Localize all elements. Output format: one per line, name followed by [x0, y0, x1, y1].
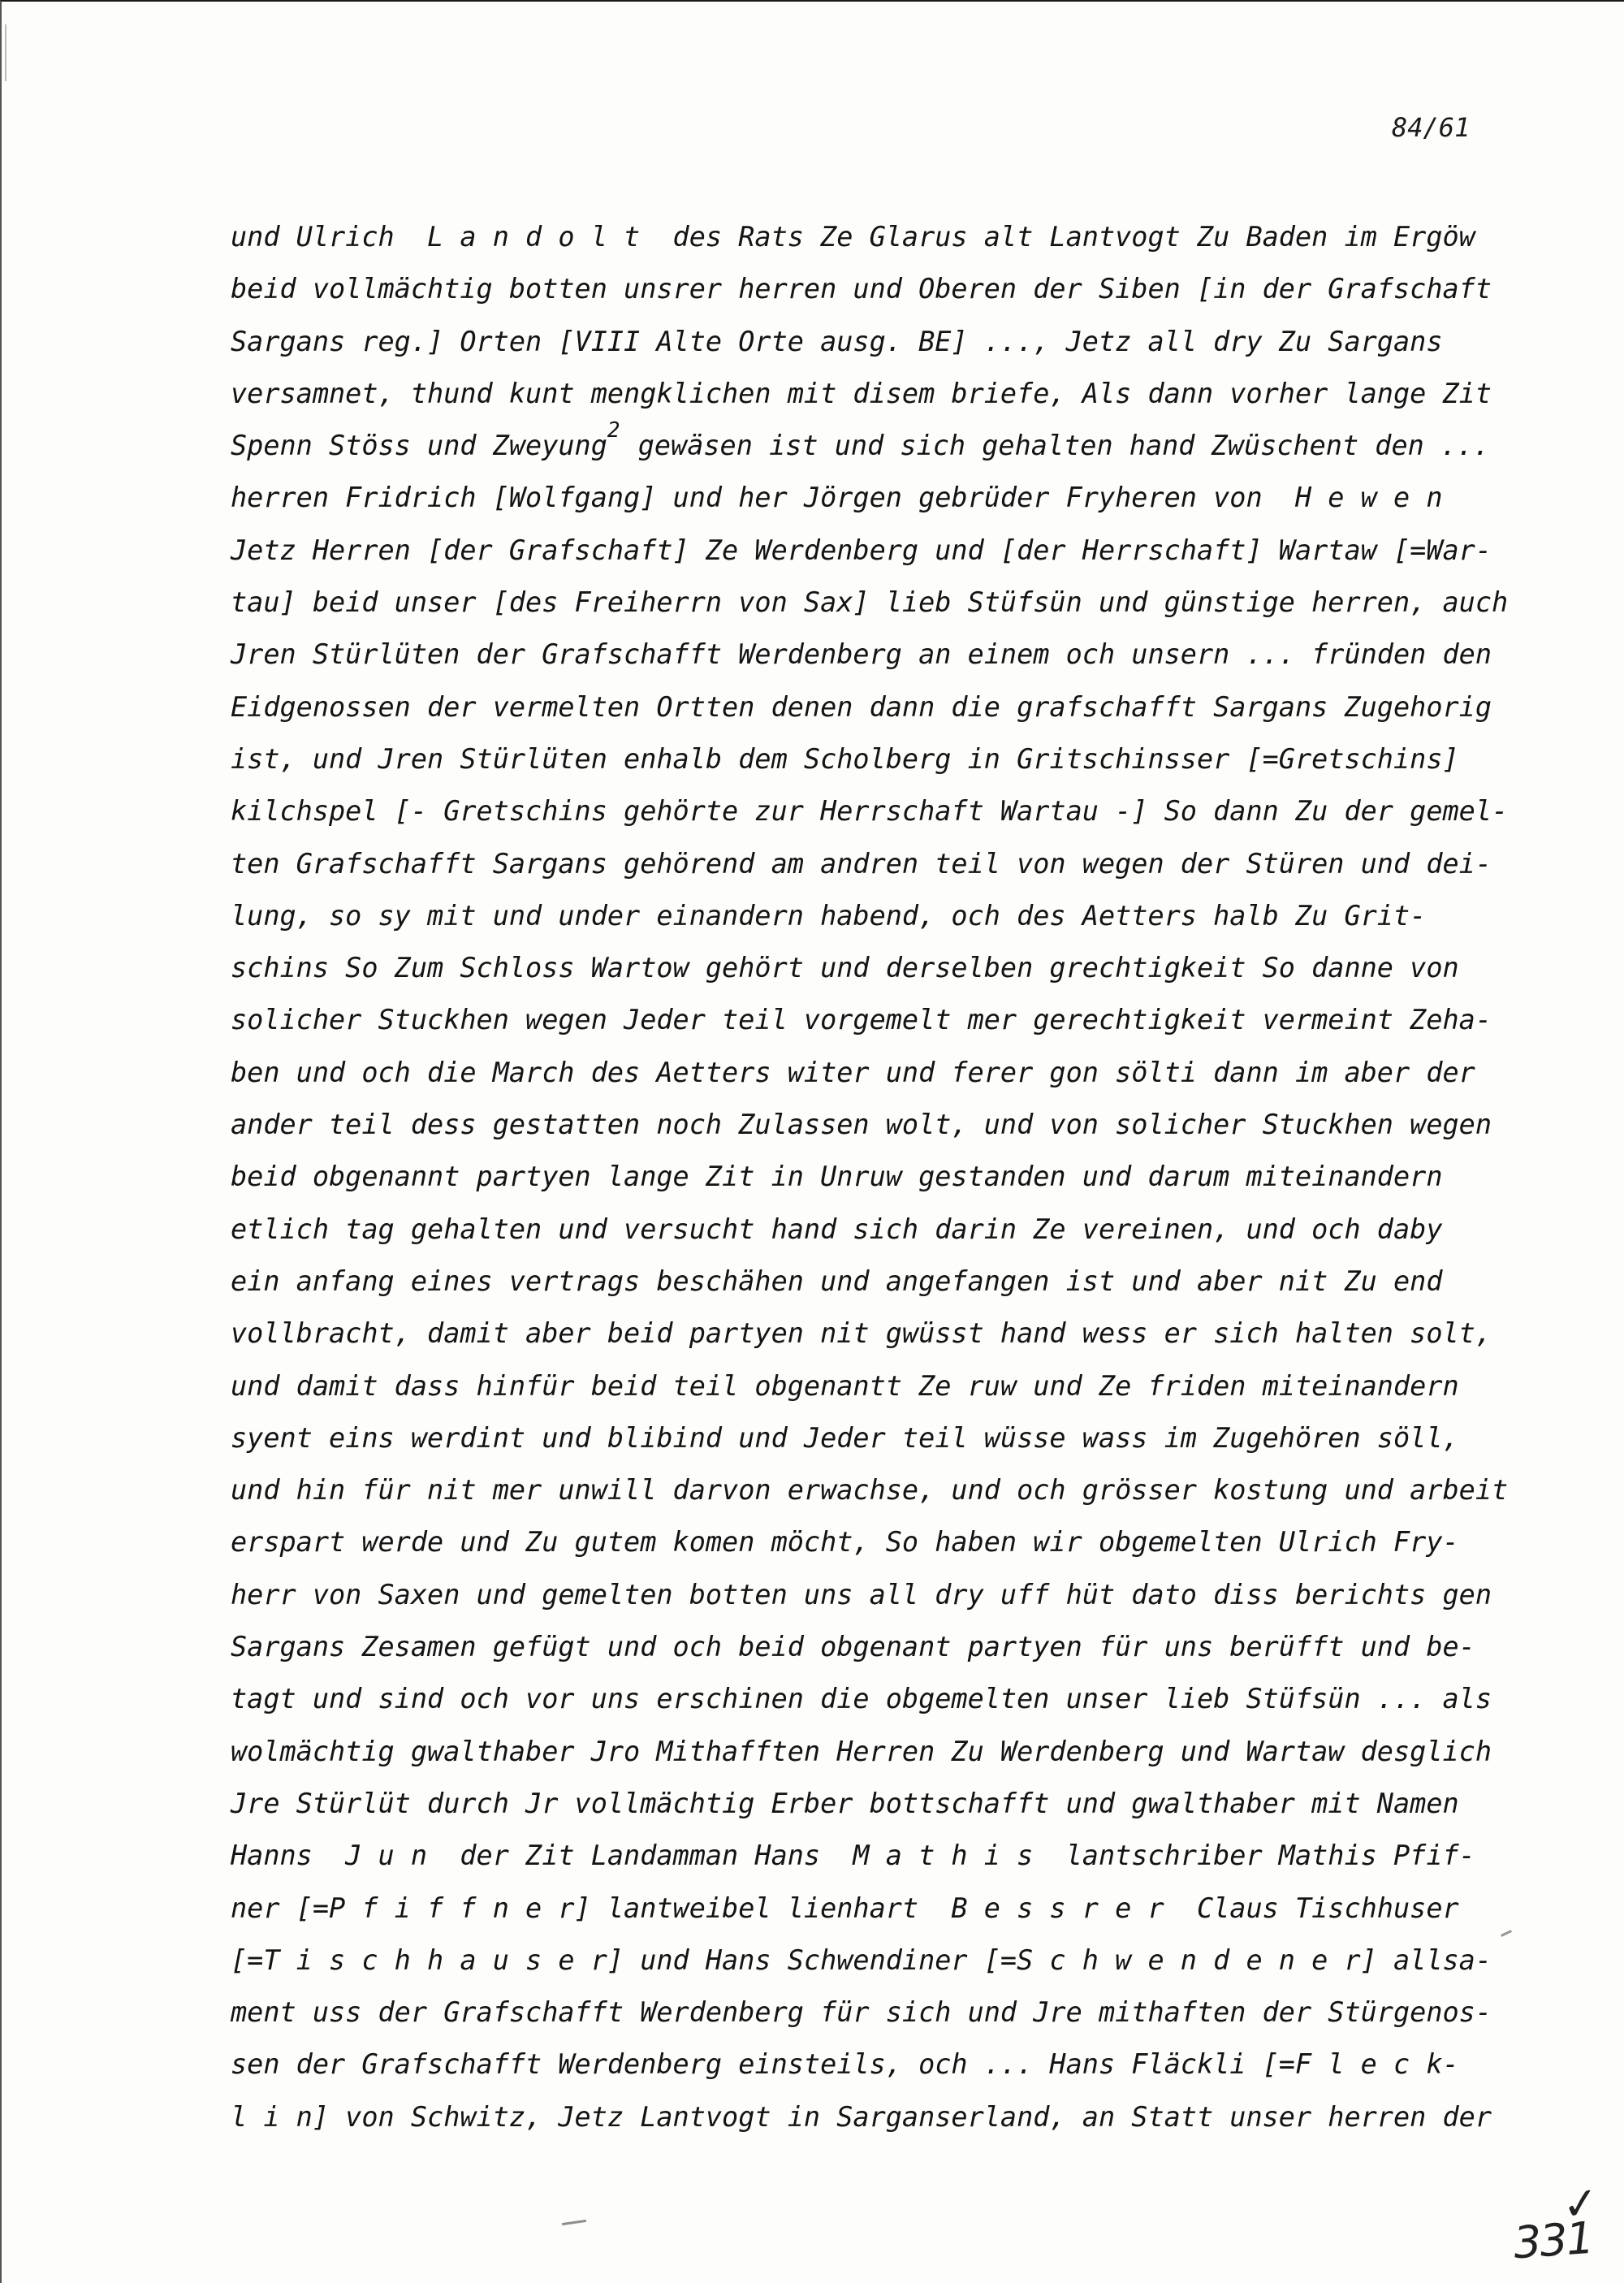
- text-line: l i n] von Schwitz, Jetz Lantvogt in Sarganserland, an Statt unser herren der: [231, 2100, 1492, 2133]
- text-line: schins So Zum Schloss Wartow gehört und derselben grechtigkeit So danne von: [231, 952, 1459, 984]
- text-line: erspart werde und Zu gutem komen möcht, So haben wir obgemelten Ulrich Fry-: [231, 1526, 1459, 1559]
- text-line: Jren Stürlüten der Grafschafft Werdenberg an einem och unsern ... fründen den: [231, 638, 1492, 671]
- text-line: ben und och die March des Aetters witer und ferer gon sölti dann im aber der: [231, 1056, 1475, 1088]
- handwritten-folio-number: 331: [1511, 2212, 1595, 2269]
- text-line: kilchspel [- Gretschins gehörte zur Herrschaft Wartau -] So dann Zu der gemel-: [231, 795, 1509, 828]
- text-line: lung, so sy mit und under einandern habend, och des Aetters halb Zu Grit-: [231, 899, 1427, 932]
- text-line: Hanns J u n der Zit Landamman Hans M a t h i s lantschriber Mathis Pfif-: [231, 1840, 1475, 1872]
- text-line: vollbracht, damit aber beid partyen nit gwüsst hand wess er sich halten solt,: [231, 1317, 1492, 1350]
- text-line: ist, und Jren Stürlüten enhalb dem Scholberg in Gritschinsser [=Gretschins]: [231, 742, 1459, 775]
- text-line: Jre Stürlüt durch Jr vollmächtig Erber bottschafft und gwalthaber mit Namen: [231, 1787, 1459, 1819]
- text-line: herr von Saxen und gemelten botten uns all dry uff hüt dato diss berichts gen: [231, 1578, 1492, 1611]
- text-line: und damit dass hinfür beid teil obgenantt Ze ruw und Ze friden miteinandern: [231, 1369, 1459, 1402]
- text-line: ander teil dess gestatten noch Zulassen wolt, und von solicher Stuckhen wegen: [231, 1109, 1492, 1141]
- text-line: beid obgenannt partyen lange Zit in Unruw gestanden und darum miteinandern: [231, 1161, 1443, 1193]
- footnote-marker: 2: [607, 418, 620, 443]
- text-line: tau] beid unser [des Freiherrn von Sax] lieb Stüfsün und günstige herren, auch: [231, 586, 1509, 619]
- text-fragment: Spenn Stöss und Zweyung: [231, 430, 607, 462]
- text-line: ment uss der Grafschafft Werdenberg für sich und Jre mithaften der Stürgenos-: [231, 1996, 1492, 2029]
- text-line: tagt und sind och vor uns erschinen die obgemelten unser lieb Stüfsün ... als: [231, 1683, 1492, 1715]
- text-line: ein anfang eines vertrags beschähen und angefangen ist und aber nit Zu end: [231, 1265, 1443, 1297]
- text-line: versamnet, thund kunt mengklichen mit disem briefe, Als dann vorher lange Zit: [231, 377, 1492, 409]
- text-fragment: gewäsen ist und sich gehalten hand Zwüschent den ...: [621, 430, 1490, 462]
- margin-scratch: [5, 24, 6, 81]
- text-line: sen der Grafschafft Werdenberg einsteils, och ... Hans Fläckli [=F l e c k-: [231, 2048, 1459, 2081]
- text-line: wolmächtig gwalthaber Jro Mithafften Herren Zu Werdenberg und Wartaw desglich: [231, 1735, 1492, 1767]
- text-line: herren Fridrich [Wolfgang] und her Jörgen gebrüder Fryheren von H e w e n: [231, 482, 1443, 514]
- text-line: Sargans Zesamen gefügt und och beid obgenant partyen für uns berüfft und be-: [231, 1631, 1475, 1663]
- text-line: [231, 420, 1611, 472]
- body-text: [231, 211, 1611, 2143]
- page-number: 84/61: [1392, 112, 1471, 143]
- text-line: beid vollmächtig botten unsrer herren und Oberen der Siben [in der Grafschaft: [231, 273, 1492, 305]
- text-line: ten Grafschafft Sargans gehörend am andren teil von wegen der Stüren und dei-: [231, 847, 1492, 880]
- text-line: Jetz Herren [der Grafschaft] Ze Werdenberg und [der Herrschaft] Wartaw [=War-: [231, 534, 1492, 566]
- bottom-scratch: [562, 2220, 586, 2225]
- text-line: Sargans reg.] Orten [VIII Alte Orte ausg. BE] ..., Jetz all dry Zu Sargans: [231, 325, 1443, 357]
- text-line: und Ulrich L a n d o l t des Rats Ze Glarus alt Lantvogt Zu Baden im Ergöw: [231, 221, 1475, 253]
- text-line: [=T i s c h h a u s e r] und Hans Schwendiner [=S c h w e n d e n e r] allsa-: [231, 1944, 1492, 1976]
- handwritten-checkmark: ✓: [1559, 2176, 1602, 2232]
- text-line: solicher Stuckhen wegen Jeder teil vorgemelt mer gerechtigkeit vermeint Zeha-: [231, 1004, 1492, 1036]
- text-line: und hin für nit mer unwill darvon erwachse, und och grösser kostung und arbeit: [231, 1474, 1509, 1507]
- text-line: syent eins werdint und blibind und Jeder teil wüsse wass im Zugehören söll,: [231, 1421, 1459, 1454]
- text-line: Eidgenossen der vermelten Ortten denen dann die grafschafft Sargans Zugehorig: [231, 690, 1492, 723]
- text-line: ner [=P f i f f n e r] lantweibel lienhart B e s s r e r Claus Tischhuser: [231, 1892, 1459, 1924]
- text-line: etlich tag gehalten und versucht hand sich darin Ze vereinen, und och daby: [231, 1213, 1443, 1245]
